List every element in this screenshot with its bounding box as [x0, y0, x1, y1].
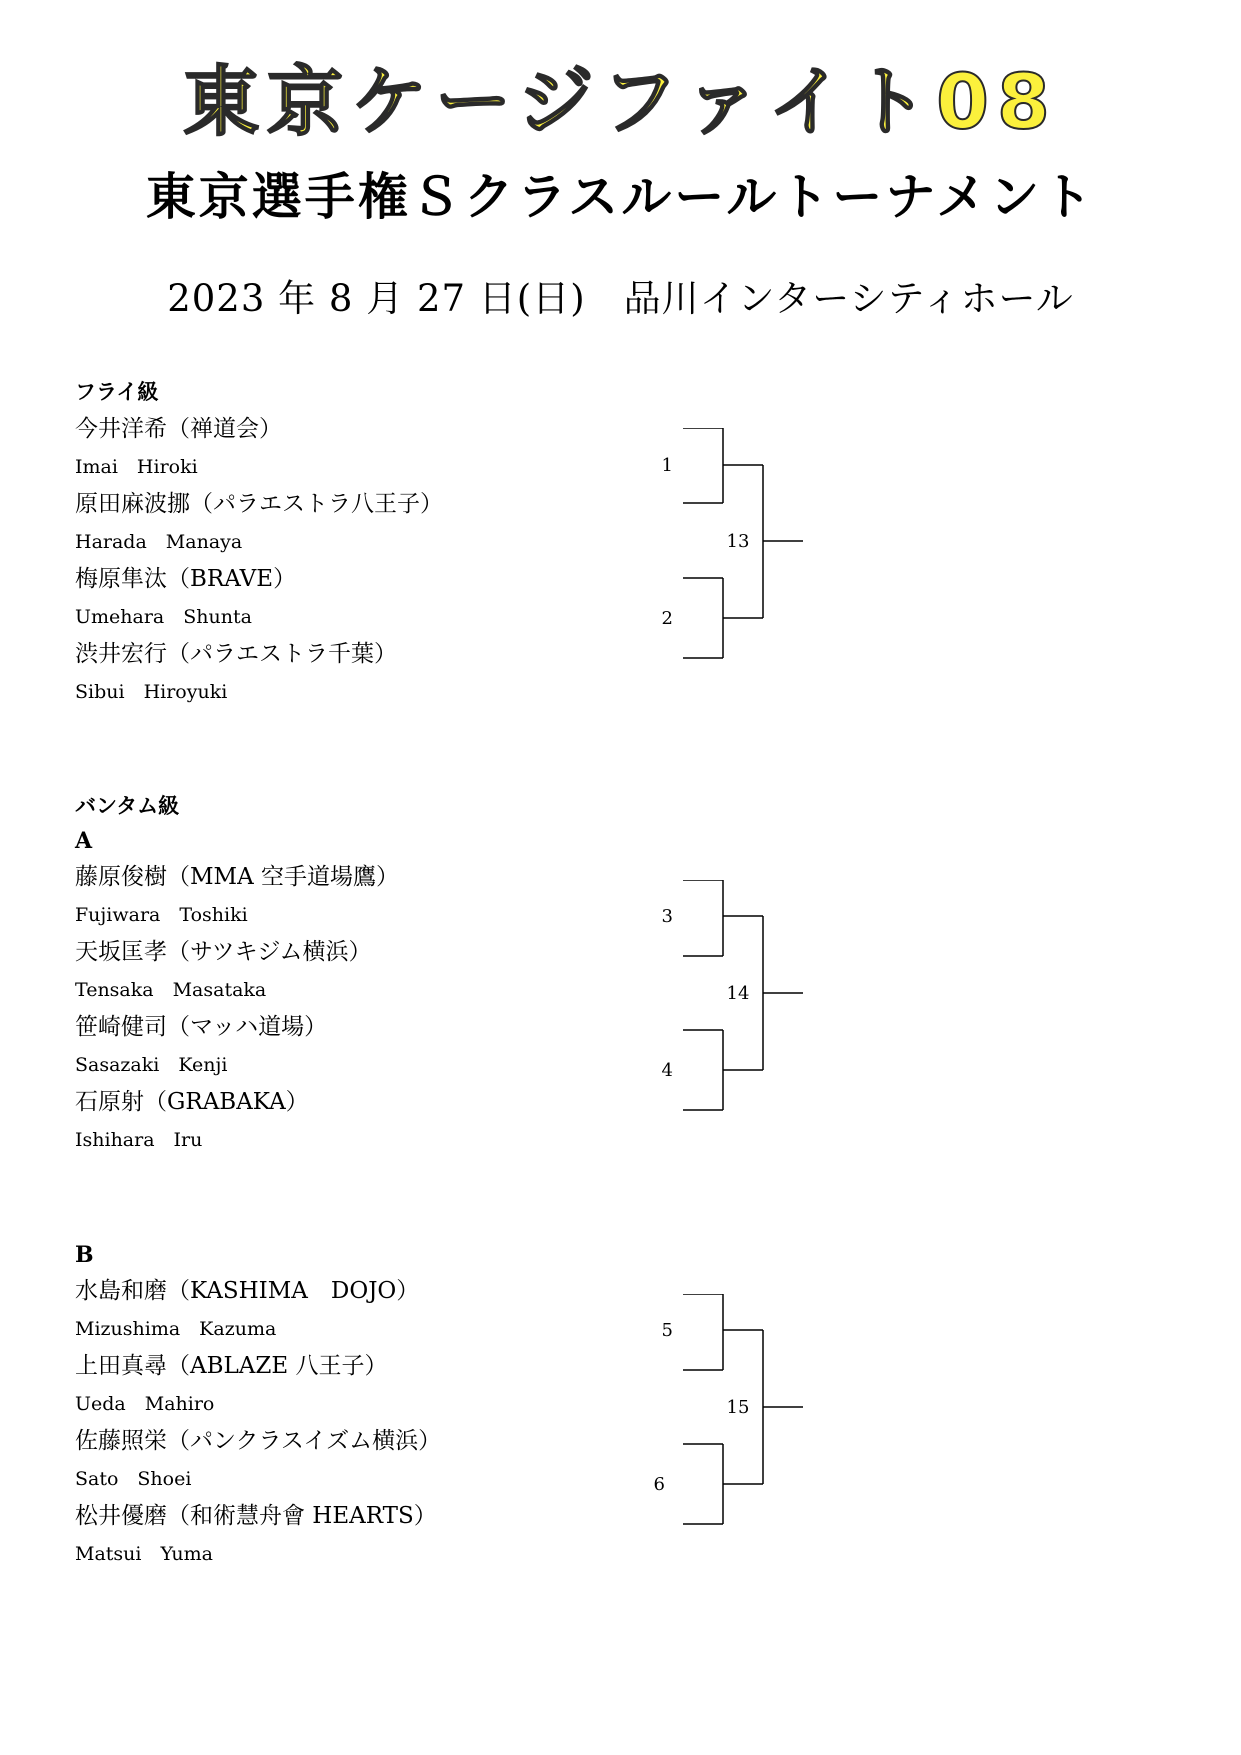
fighter-name-romaji: Matsui Yuma: [75, 1543, 213, 1565]
date-venue-line: 2023 年 8 月 27 日(日) 品川インターシティホール: [167, 277, 1074, 320]
fighter-entry: [75, 418, 635, 494]
fighter-name-romaji: Sibui Hiroyuki: [75, 681, 228, 703]
match-number: 13: [726, 531, 750, 552]
fighter-name-jp: 藤原俊樹（MMA 空手道場鷹）: [75, 864, 400, 890]
event-banner-title: 東京ケージファイト08: [183, 57, 1058, 146]
fighter-name-romaji: Mizushima Kazuma: [75, 1318, 277, 1340]
fighter-entry: [75, 1355, 635, 1431]
match-number: 15: [726, 1397, 750, 1418]
fighter-name-romaji: Sato Shoei: [75, 1468, 192, 1490]
fighter-entry: [75, 1091, 635, 1167]
fighter-name-jp: 笹崎健司（マッハ道場）: [75, 1014, 328, 1040]
fighter-name-romaji: Fujiwara Toshiki: [75, 904, 248, 926]
tournament-title: 東京選手権Ｓクラスルールトーナメント: [145, 167, 1096, 226]
bracket-label: A: [75, 828, 93, 854]
fighter-entry: [75, 568, 635, 644]
match-number: 3: [661, 906, 673, 927]
fighter-name-romaji: Ueda Mahiro: [75, 1393, 215, 1415]
division-heading: バンタム級: [75, 794, 180, 818]
fighter-name-jp: 松井優磨（和術慧舟會 HEARTS）: [75, 1503, 437, 1529]
fighter-name-jp: 上田真尋（ABLAZE 八王子）: [75, 1353, 388, 1379]
tournament-bracket: [603, 428, 813, 668]
fighter-name-jp: 原田麻波挪（パラエストラ八王子）: [75, 491, 443, 517]
tournament-bracket: [603, 1294, 813, 1534]
fighter-name-jp: 佐藤照栄（パンクラスイズム横浜）: [75, 1428, 442, 1454]
fighter-entry: [75, 1430, 635, 1506]
fighter-entry: [75, 1016, 635, 1092]
fighter-name-romaji: Umehara Shunta: [75, 606, 252, 628]
fighter-name-jp: 天坂匡孝（サツキジム横浜）: [75, 939, 372, 965]
bracket-label: B: [75, 1242, 94, 1268]
fighter-name-romaji: Sasazaki Kenji: [75, 1054, 228, 1076]
fighter-name-romaji: Tensaka Masataka: [75, 979, 267, 1001]
fighter-name-jp: 今井洋希（禅道会）: [75, 416, 282, 442]
fighter-entry: [75, 643, 635, 719]
match-number: 14: [726, 983, 750, 1004]
match-number: 1: [661, 455, 673, 476]
fighter-name-jp: 水島和磨（KASHIMA DOJO）: [75, 1278, 420, 1304]
match-number: 6: [653, 1474, 665, 1495]
fighter-name-jp: 石原射（GRABAKA）: [75, 1089, 309, 1115]
tournament-bracket: [603, 880, 813, 1120]
fighter-name-romaji: Harada Manaya: [75, 531, 243, 553]
match-number: 4: [661, 1060, 673, 1081]
fighter-entry: [75, 1505, 635, 1581]
fighter-name-romaji: Ishihara Iru: [75, 1129, 203, 1151]
fighter-name-romaji: Imai Hiroki: [75, 456, 198, 478]
match-number: 5: [661, 1320, 673, 1341]
division-heading: フライ級: [75, 380, 159, 404]
fighter-name-jp: 梅原隼汰（BRAVE）: [75, 566, 297, 592]
fighter-entry: [75, 941, 635, 1017]
fighter-entry: [75, 493, 635, 569]
fighter-entry: [75, 866, 635, 942]
match-number: 2: [661, 608, 673, 629]
fighter-entry: [75, 1280, 635, 1356]
fighter-name-jp: 渋井宏行（パラエストラ千葉）: [75, 641, 397, 667]
